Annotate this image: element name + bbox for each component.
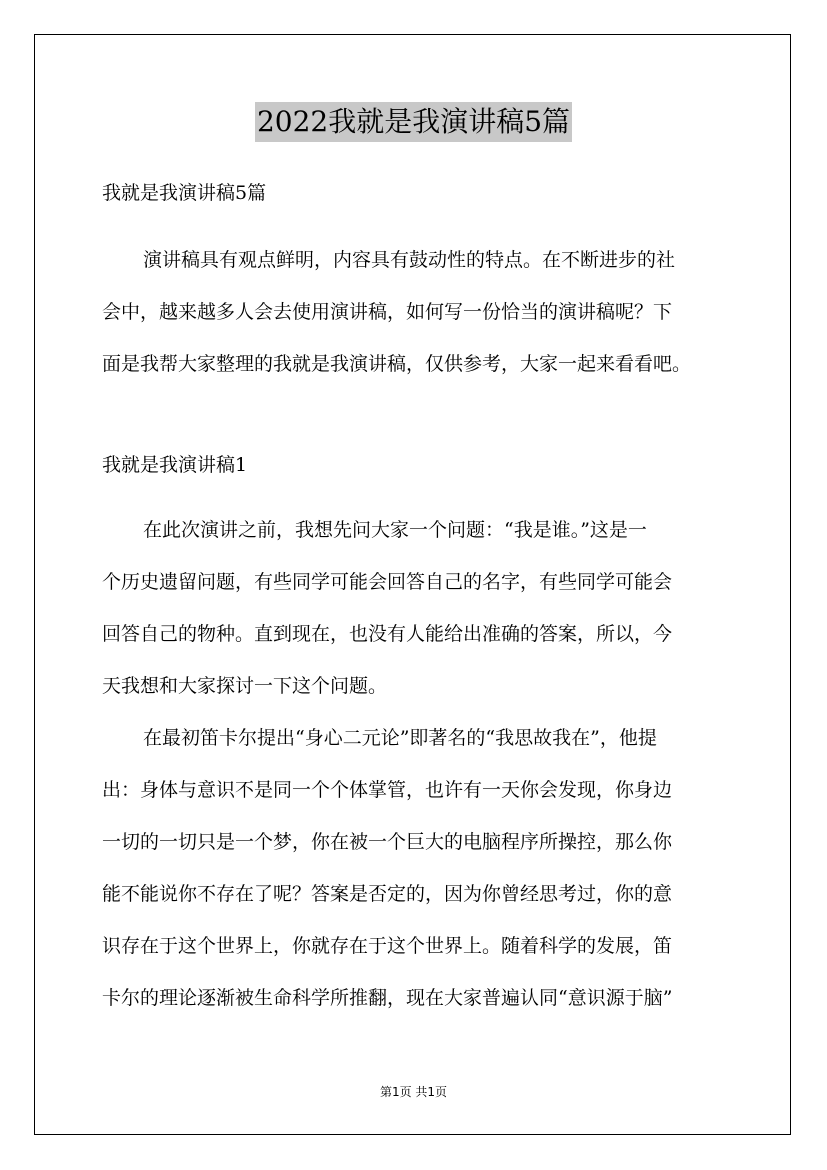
intro-line-1: 演讲稿具有观点鲜明，内容具有鼓动性的特点。在不断进步的社 — [143, 249, 676, 271]
paragraph-2 — [102, 712, 726, 1024]
title-container — [0, 102, 827, 142]
subtitle-text: 我就是我演讲稿5篇 — [102, 182, 267, 204]
para1-line-3: 回答自己的物种。直到现在，也没有人能给出准确的答案，所以，今 — [102, 623, 673, 645]
document-subtitle — [102, 180, 726, 206]
para1-line-4: 天我想和大家探讨一下这个问题。 — [102, 675, 388, 697]
para2-line-1: 在最初笛卡尔提出“身心二元论”即著名的“我思故我在”，他提 — [143, 727, 657, 749]
para2-line-3: 一切的一切只是一个梦，你在被一个巨大的电脑程序所操控，那么你 — [102, 831, 673, 853]
intro-line-2: 会中，越来越多人会去使用演讲稿，如何写一份恰当的演讲稿呢？下 — [102, 301, 673, 323]
intro-line-3: 面是我帮大家整理的我就是我演讲稿，仅供参考，大家一起来看看吧。 — [102, 353, 692, 375]
page-footer: 第1页 共1页 — [379, 1085, 448, 1099]
document-title: 2022我就是我演讲稿5篇 — [255, 102, 572, 142]
section-heading-1 — [102, 452, 726, 478]
para1-line-2: 个历史遗留问题，有些同学可能会回答自己的名字，有些同学可能会 — [102, 571, 673, 593]
para1-line-1: 在此次演讲之前，我想先问大家一个问题：“我是谁。”这是一 — [143, 519, 647, 541]
para2-line-6: 卡尔的理论逐渐被生命科学所推翻，现在大家普遍认同“意识源于脑” — [102, 987, 673, 1009]
para2-line-5: 识存在于这个世界上，你就存在于这个世界上。随着科学的发展，笛 — [102, 935, 673, 957]
intro-paragraph — [102, 234, 726, 390]
para2-line-4: 能不能说你不存在了呢？答案是否定的，因为你曾经思考过，你的意 — [102, 883, 673, 905]
para2-line-2: 出：身体与意识不是同一个个体掌管，也许有一天你会发现，你身边 — [102, 779, 673, 801]
paragraph-1 — [102, 504, 726, 712]
section-heading-text: 我就是我演讲稿1 — [102, 454, 248, 476]
